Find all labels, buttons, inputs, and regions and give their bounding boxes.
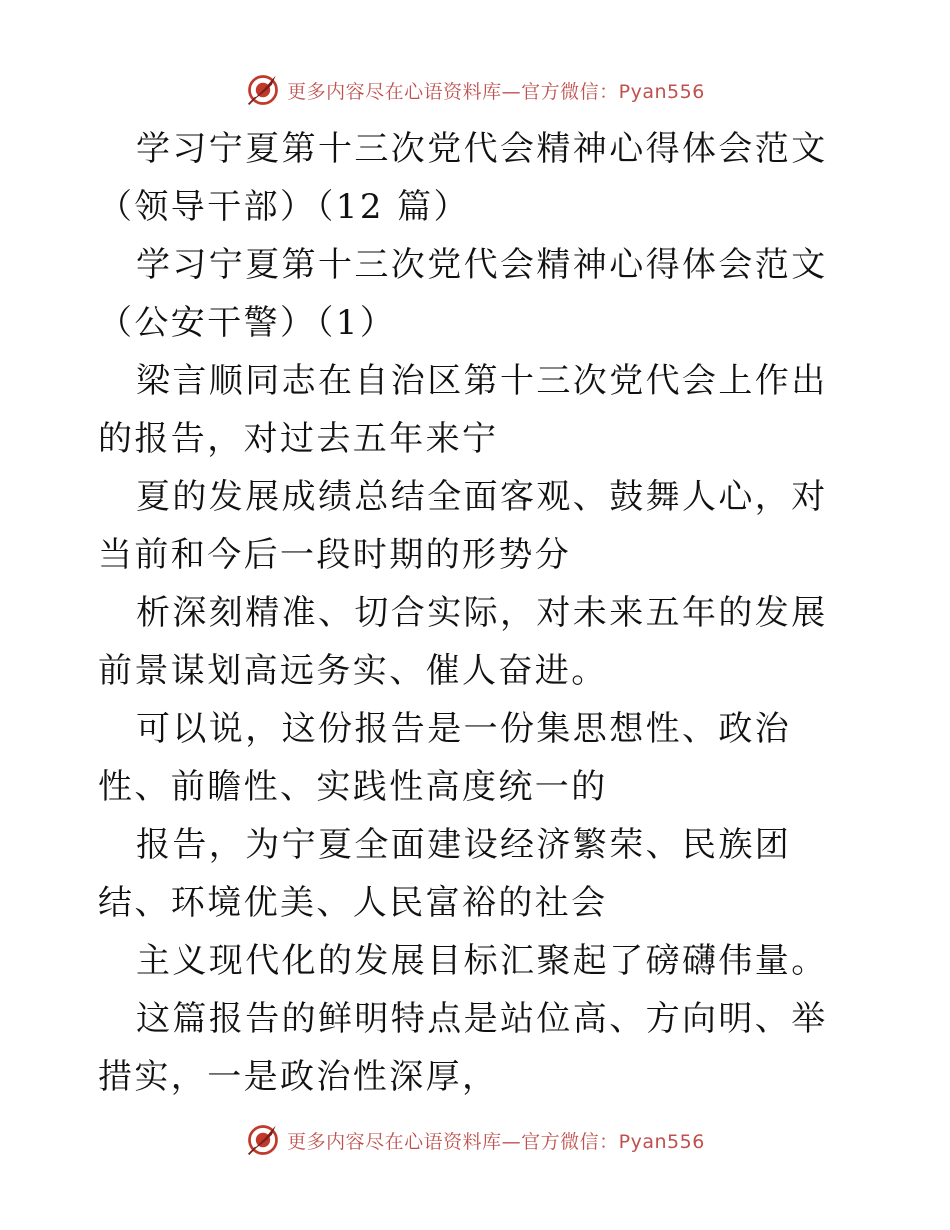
body-paragraph: 梁言顺同志在自治区第十三次党代会上作出的报告，对过去五年来宁 xyxy=(98,361,828,459)
footer-watermark xyxy=(245,1122,705,1158)
header-watermark xyxy=(245,72,705,108)
header-watermark-banner xyxy=(0,70,950,110)
quill-logo-icon xyxy=(245,72,281,108)
footer-watermark-text: 更多内容尽在心语资料库—官方微信：Pyan556 xyxy=(287,1130,705,1153)
header-watermark-text: 更多内容尽在心语资料库—官方微信：Pyan556 xyxy=(287,80,705,103)
section-heading: 学习宁夏第十三次党代会精神心得体会范文（公安干警）（1） xyxy=(98,245,828,343)
document-body xyxy=(98,120,858,1106)
body-paragraph: 夏的发展成绩总结全面客观、鼓舞人心，对当前和今后一段时期的形势分 xyxy=(98,477,828,575)
document-title: 学习宁夏第十三次党代会精神心得体会范文（领导干部）（12 篇） xyxy=(98,129,828,227)
footer-watermark-banner xyxy=(0,1120,950,1160)
body-paragraph: 报告，为宁夏全面建设经济繁荣、民族团结、环境优美、人民富裕的社会 xyxy=(98,825,792,923)
body-paragraph: 这篇报告的鲜明特点是站位高、方向明、举措实，一是政治性深厚， xyxy=(98,999,828,1097)
body-paragraph: 析深刻精准、切合实际，对未来五年的发展前景谋划高远务实、催人奋进。 xyxy=(98,593,828,691)
body-paragraph: 可以说，这份报告是一份集思想性、政治性、前瞻性、实践性高度统一的 xyxy=(98,709,792,807)
quill-logo-icon xyxy=(245,1122,281,1158)
body-paragraph: 主义现代化的发展目标汇聚起了磅礴伟量。 xyxy=(136,941,828,981)
